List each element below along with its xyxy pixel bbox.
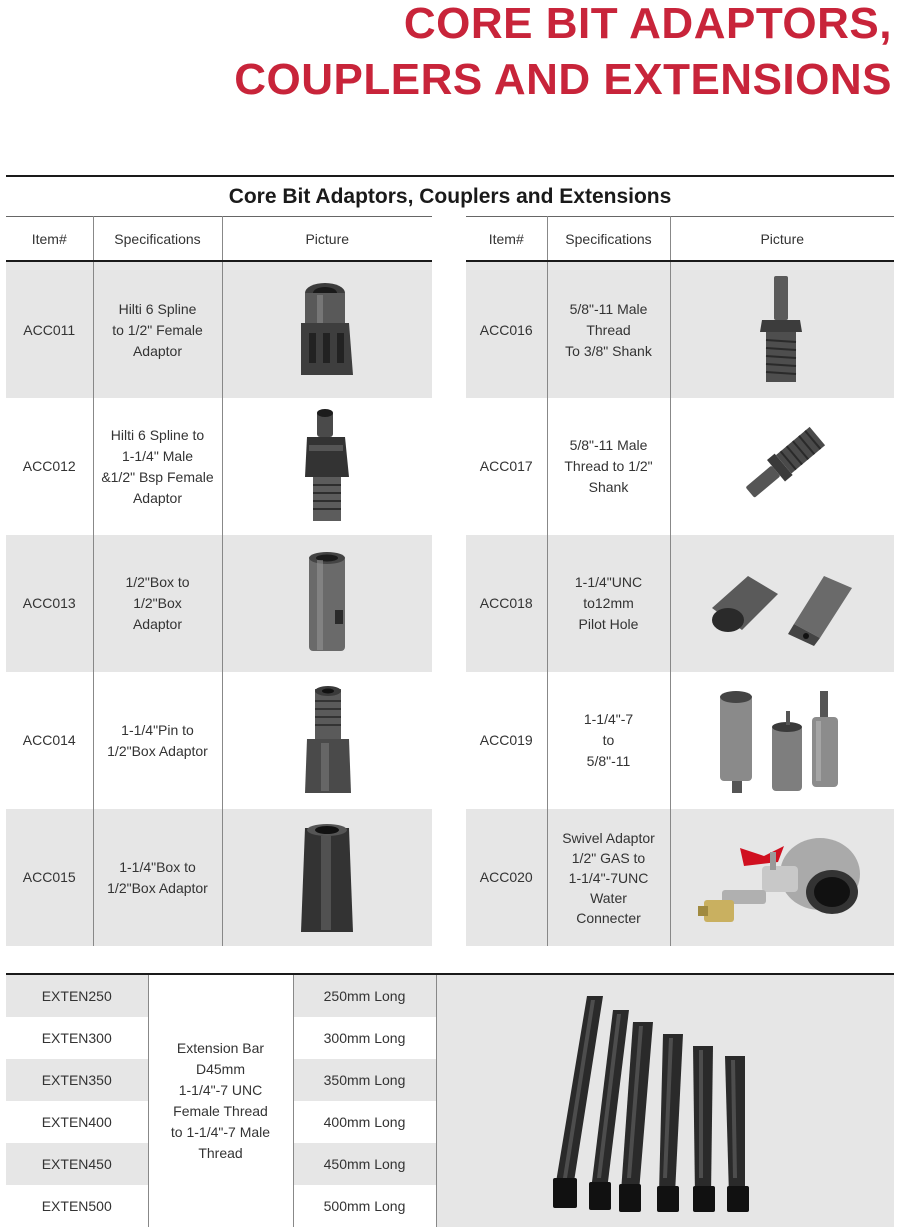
right-product-table — [466, 216, 894, 946]
hilti-adaptor-photo — [277, 275, 377, 385]
length-cell: 400mm Long — [293, 1101, 436, 1143]
item-code: EXTEN500 — [6, 1185, 148, 1227]
table-row — [466, 672, 894, 809]
table-row — [6, 398, 432, 535]
length-cell: 350mm Long — [293, 1059, 436, 1101]
table-row — [6, 975, 894, 1017]
picture-cell — [670, 261, 894, 398]
table-row — [466, 261, 894, 398]
item-code: ACC011 — [6, 261, 93, 398]
spec-line: 1-1/4" Male — [121, 447, 194, 464]
spec-line: Adaptor — [132, 616, 183, 632]
picture-cell — [222, 809, 432, 946]
length-cell: 300mm Long — [293, 1017, 436, 1059]
spec-text — [93, 398, 222, 535]
spec-text — [547, 261, 670, 398]
spec-line: 1/2"Box Adaptor — [107, 742, 208, 759]
spec-line: to 1-1/4"-7 Male — [170, 1124, 271, 1140]
spec-line: to12mm — [583, 595, 634, 611]
spec-line: to 1/2" Female — [112, 321, 203, 338]
page-title-line-1: CORE BIT ADAPTORS, — [403, 0, 892, 48]
spec-text — [93, 672, 222, 809]
spec-line: 1-1/4"Pin to — [121, 721, 194, 738]
section-title: Core Bit Adaptors, Couplers and Extensions — [228, 185, 672, 208]
picture-header: Picture — [222, 217, 432, 262]
spec-line: 1-1/4"-7 — [583, 711, 634, 727]
spec-text — [547, 809, 670, 946]
spec-line: To 3/8" Shank — [565, 342, 652, 359]
item-code: ACC012 — [6, 398, 93, 535]
spec-line: Adaptor — [132, 342, 183, 359]
length-cell: 450mm Long — [293, 1143, 436, 1185]
item-code: ACC013 — [6, 535, 93, 672]
swivel-water-valve-photo — [692, 818, 872, 938]
spec-line: 1/2" GAS to — [571, 849, 646, 866]
length-cell: 500mm Long — [293, 1185, 436, 1227]
spec-line: &1/2" Bsp Female — [101, 468, 214, 485]
picture-cell — [222, 672, 432, 809]
spec-line: 5/8"-11 — [586, 753, 631, 769]
spec-line: 1-1/4"UNC — [574, 574, 643, 590]
item-code: ACC016 — [466, 261, 547, 398]
spec-line: 1/2"Box — [133, 595, 182, 611]
item-header: Item# — [6, 217, 93, 262]
table-row — [6, 672, 432, 809]
extension-description — [148, 975, 293, 1227]
item-code: EXTEN400 — [6, 1101, 148, 1143]
picture-cell — [670, 809, 894, 946]
picture-cell — [436, 975, 894, 1227]
spec-line: Thread to 1/2" — [564, 458, 653, 474]
picture-cell — [222, 535, 432, 672]
picture-cell — [670, 398, 894, 535]
hex-box-adaptor-photo — [287, 818, 367, 938]
spec-text — [547, 398, 670, 535]
spec-line: 1-1/4"Box to — [119, 858, 196, 875]
spec-line: 5/8"-11 Male — [569, 300, 648, 317]
picture-cell — [222, 398, 432, 535]
spec-line: Hilti 6 Spline — [118, 300, 197, 317]
spec-text — [93, 535, 222, 672]
item-code: ACC014 — [6, 672, 93, 809]
picture-header: Picture — [670, 217, 894, 262]
item-code: ACC017 — [466, 398, 547, 535]
table-row — [6, 809, 432, 946]
table-row — [466, 398, 894, 535]
spec-line: Thread — [586, 321, 631, 338]
section-top-rule — [6, 175, 894, 177]
picture-cell — [222, 261, 432, 398]
item-code: EXTEN250 — [6, 975, 148, 1017]
spec-line: Hilti 6 Spline to — [110, 426, 205, 443]
table-row — [6, 535, 432, 672]
picture-cell — [670, 672, 894, 809]
item-code: EXTEN300 — [6, 1017, 148, 1059]
shank-adaptor-photo — [742, 270, 822, 390]
item-code: EXTEN450 — [6, 1143, 148, 1185]
item-code: ACC015 — [6, 809, 93, 946]
spec-line: 1-1/4"-7 UNC — [178, 1082, 263, 1098]
spec-text — [547, 535, 670, 672]
spec-line: Thread — [198, 1145, 243, 1161]
adaptor-set-photo — [702, 681, 862, 801]
spec-line: Connecter — [576, 909, 641, 926]
spec-line: D45mm — [195, 1061, 245, 1077]
extension-bars-photo — [437, 978, 895, 1221]
item-code: ACC018 — [466, 535, 547, 672]
right-table-header — [466, 217, 894, 262]
item-code: ACC020 — [466, 809, 547, 946]
spec-line: Shank — [588, 479, 629, 495]
spec-line: 5/8"-11 Male — [569, 437, 648, 453]
page-title — [234, 0, 892, 108]
spec-line: Pilot Hole — [578, 616, 639, 632]
pin-box-adaptor-photo — [287, 681, 367, 801]
hilti-male-adaptor-photo — [287, 407, 367, 527]
table-row — [466, 809, 894, 946]
spec-line: Extension Bar — [176, 1040, 265, 1056]
spec-header: Specifications — [547, 217, 670, 262]
spec-text — [93, 261, 222, 398]
spec-line: 1-1/4"-7UNC — [568, 869, 649, 886]
page-title-line-2: COUPLERS AND EXTENSIONS — [234, 55, 892, 104]
extension-table — [6, 975, 894, 1227]
hex-pilot-adaptor-photo — [702, 554, 862, 654]
box-box-adaptor-photo — [287, 546, 367, 661]
length-cell: 250mm Long — [293, 975, 436, 1017]
spec-line: Swivel Adaptor — [562, 829, 655, 846]
spec-line: to — [602, 732, 615, 748]
spec-text — [547, 672, 670, 809]
left-table-header — [6, 217, 432, 262]
item-code: ACC019 — [466, 672, 547, 809]
shank-adaptor-photo — [727, 412, 837, 522]
table-row — [466, 535, 894, 672]
spec-header: Specifications — [93, 217, 222, 262]
spec-line: Adaptor — [132, 489, 183, 506]
spec-line: 1/2"Box Adaptor — [107, 879, 208, 896]
table-row — [6, 261, 432, 398]
left-product-table — [6, 216, 432, 946]
item-header: Item# — [466, 217, 547, 262]
item-code: EXTEN350 — [6, 1059, 148, 1101]
picture-cell — [670, 535, 894, 672]
spec-text — [93, 809, 222, 946]
spec-line: 1/2"Box to — [125, 574, 190, 590]
spec-line: Water — [590, 889, 627, 906]
spec-line: Female Thread — [173, 1103, 268, 1119]
